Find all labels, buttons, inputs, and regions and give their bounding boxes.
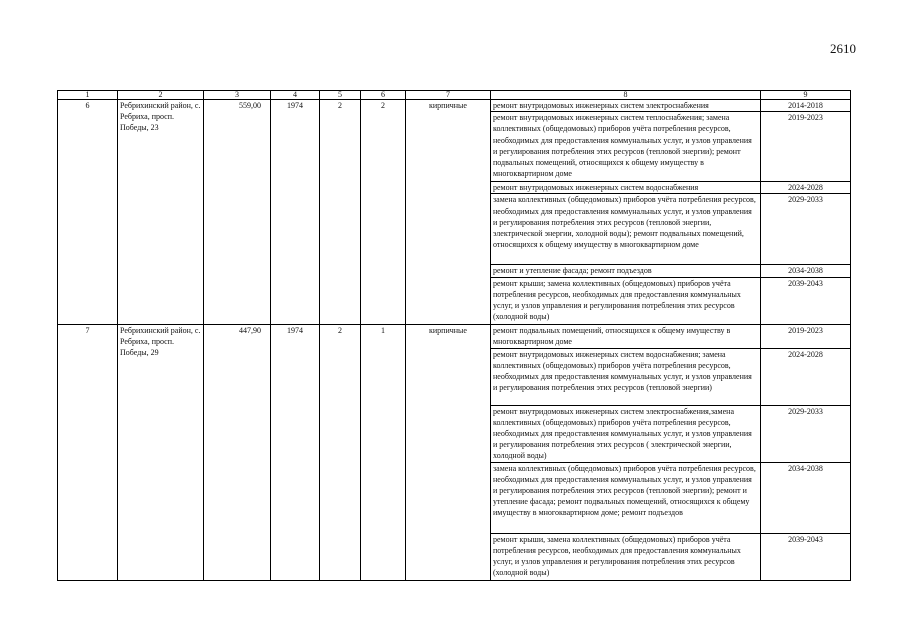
work-period: 2034-2038	[761, 462, 851, 533]
work-period: 2024-2028	[761, 348, 851, 405]
work-period: 2014-2018	[761, 100, 851, 112]
work-description: ремонт внутридомовых инженерных систем электроснабжения	[491, 100, 761, 112]
work-description: ремонт подвальных помещений, относящихся к общему имуществу в многоквартирном доме	[491, 324, 761, 348]
work-description: ремонт крыши; замена коллективных (общедомовых) приборов учёта потребления ресурсов, необходимых для предоставления коммунальных услуг, и узлов управления и регулирования потребления этих ресурсов (холодной воды)	[491, 277, 761, 324]
entry-number: 6	[58, 100, 118, 325]
entry-year: 1974	[271, 100, 320, 325]
entry-entrances: 1	[361, 324, 406, 580]
work-description: замена коллективных (общедомовых) приборов учёта потребления ресурсов, необходимых для предоставления коммунальных услуг, и узлов управления и регулирования потребления этих ресурсов (тепловой энергии); ремонт и утепление фасада; ремонт подвальных помещений, относящихся к общему имуществу в многоквартирном доме; ремонт подъездов	[491, 462, 761, 533]
entry-floors: 2	[320, 100, 361, 325]
work-description: ремонт внутридомовых инженерных систем теплоснабжения; замена коллективных (общедомовых) приборов учёта потребления ресурсов, необходимых для предоставления коммунальных услуг, и узлов управления и регулирования потребления этих ресурсов (тепловой энергии); ремонт подвальных помещений, относящихся к общему имуществу в многоквартирном доме	[491, 112, 761, 182]
header-cell-7: 7	[406, 91, 491, 100]
work-description: ремонт внутридомовых инженерных систем электроснабжения,замена коллективных (общедомовых) приборов учёта потребления ресурсов, необходимых для предоставления коммунальных услуг, и узлов управления и регулирования потребления этих ресурсов ( электрической энергии, холодной воды)	[491, 405, 761, 462]
entry-area: 447,90	[204, 324, 271, 580]
entry-material: кирпичные	[406, 100, 491, 325]
work-period: 2029-2033	[761, 405, 851, 462]
header-cell-2: 2	[118, 91, 204, 100]
header-cell-1: 1	[58, 91, 118, 100]
work-period: 2034-2038	[761, 265, 851, 277]
header-cell-8: 8	[491, 91, 761, 100]
work-period: 2019-2023	[761, 112, 851, 182]
work-period: 2039-2043	[761, 277, 851, 324]
entry-year: 1974	[271, 324, 320, 580]
work-description: ремонт внутридомовых инженерных систем водоснабжения	[491, 182, 761, 194]
entry-entrances: 2	[361, 100, 406, 325]
work-description: замена коллективных (общедомовых) приборов учёта потребления ресурсов, необходимых для предоставления коммунальных услуг, и узлов управления и регулирования потребления этих ресурсов (тепловой энергии, электрической энергии, холодной воды); ремонт подвальных помещений, относящихся к общему имуществу в многоквартирном доме	[491, 194, 761, 265]
work-description: ремонт крыши, замена коллективных (общедомовых) приборов учёта потребления ресурсов, необходимых для предоставления коммунальных услуг, и узлов управления и регулирования потребления этих ресурсов (холодной воды)	[491, 533, 761, 580]
entry-material: кирпичные	[406, 324, 491, 580]
header-cell-5: 5	[320, 91, 361, 100]
work-description: ремонт внутридомовых инженерных систем водоснабжения; замена коллективных (общедомовых) приборов учёта потребления ресурсов, необходимых для предоставления коммунальных услуг, и узлов управления и регулирования потребления этих ресурсов (тепловой энергии)	[491, 348, 761, 405]
entry-address: Ребрихинский район, с. Ребриха, просп. Победы, 23	[118, 100, 204, 325]
entry-address: Ребрихинский район, с. Ребриха, просп. Победы, 29	[118, 324, 204, 580]
entry-floors: 2	[320, 324, 361, 580]
header-cell-6: 6	[361, 91, 406, 100]
table-row	[58, 324, 851, 348]
work-period: 2019-2023	[761, 324, 851, 348]
work-description: ремонт и утепление фасада; ремонт подъездов	[491, 265, 761, 277]
header-cell-9: 9	[761, 91, 851, 100]
header-cell-4: 4	[271, 91, 320, 100]
page-number: 2610	[830, 41, 856, 56]
capital-repair-table	[57, 90, 851, 581]
entry-number: 7	[58, 324, 118, 580]
header-cell-3: 3	[204, 91, 271, 100]
header-row	[58, 91, 851, 100]
work-period: 2029-2033	[761, 194, 851, 265]
work-period: 2039-2043	[761, 533, 851, 580]
table-row	[58, 100, 851, 112]
work-period: 2024-2028	[761, 182, 851, 194]
entry-area: 559,00	[204, 100, 271, 325]
